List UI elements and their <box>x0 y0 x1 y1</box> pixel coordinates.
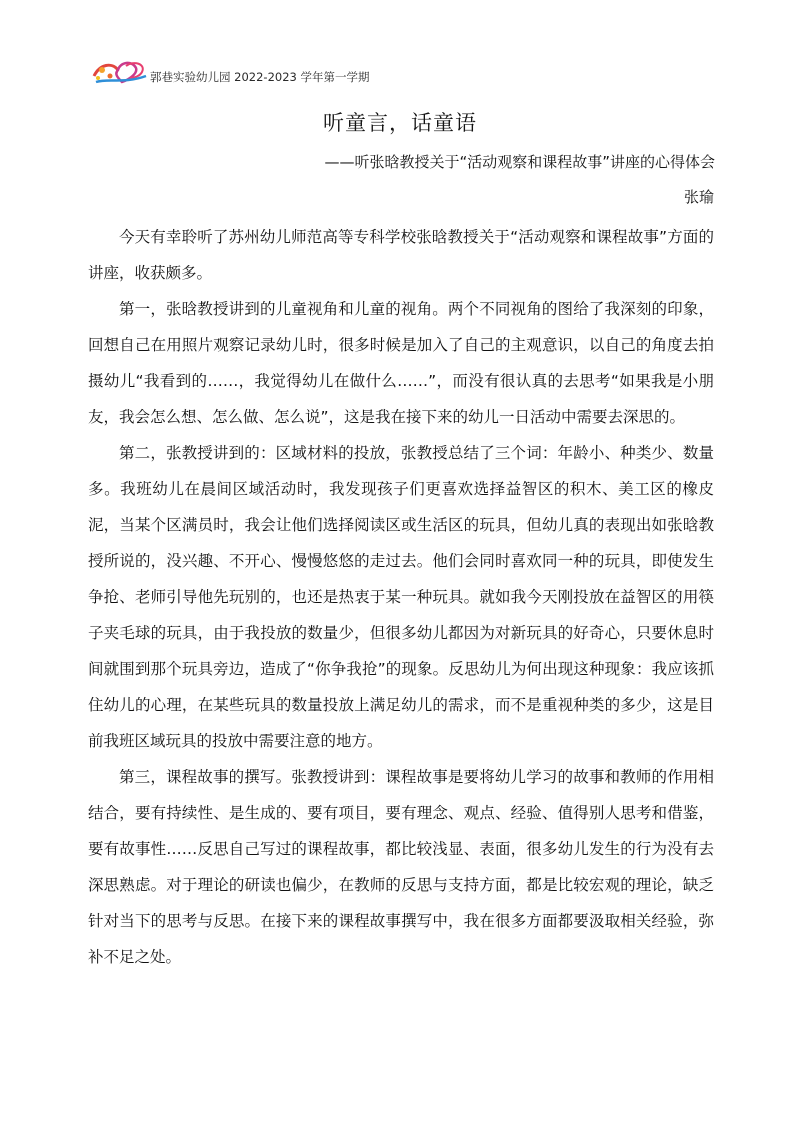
header-text: 郭巷实验幼儿园 2022-2023 学年第一学期 <box>150 70 370 84</box>
paragraph-first: 第一，张晗教授讲到的儿童视角和儿童的视角。两个不同视角的图给了我深刻的印象，回想自己在用照片观察记录幼儿时，很多时候是加入了自己的主观意识，以自己的角度去拍摄幼儿“我看到的……，我觉得幼儿在做什么……”，而没有很认真的去思考“如果我是小朋友，我会怎么想、怎么做、怎么说”，这是我在接下来的幼儿一日活动中需要去深思的。 <box>88 300 714 426</box>
kindergarten-logo <box>90 56 150 86</box>
page-header <box>90 56 710 90</box>
document-author: 张瑜 <box>683 188 714 206</box>
paragraph-third: 第三，课程故事的撰写。张教授讲到：课程故事是要将幼儿学习的故事和教师的作用相结合，要有持续性、是生成的、要有项目，要有理念、观点、经验、值得别人思考和借鉴，要有故事性……反思自己写过的课程故事，都比较浅显、表面，很多幼儿发生的行为没有去深思熟虑。对于理论的研读也偏少，在教师的反思与支持方面，都是比较宏观的理论，缺乏针对当下的思考与反思。在接下来的课程故事撰写中，我在很多方面都要汲取相关经验，弥补不足之处。 <box>88 768 714 966</box>
document-subtitle: ——听张晗教授关于“活动观察和课程故事”讲座的心得体会 <box>324 153 715 171</box>
document-title: 听童言，话童语 <box>323 111 477 135</box>
document-body <box>88 219 714 975</box>
paragraph-second: 第二，张教授讲到的：区域材料的投放，张教授总结了三个词：年龄小、种类少、数量多。我班幼儿在晨间区域活动时，我发现孩子们更喜欢选择益智区的积木、美工区的橡皮泥，当某个区满员时，我会让他们选择阅读区或生活区的玩具，但幼儿真的表现出如张晗教授所说的，没兴趣、不开心、慢慢悠悠的走过去。他们会同时喜欢同一种的玩具，即使发生争抢、老师引导他先玩别的，也还是热衷于某一种玩具。就如我今天刚投放在益智区的用筷子夹毛球的玩具，由于我投放的数量少，但很多幼儿都因为对新玩具的好奇心，只要休息时间就围到那个玩具旁边，造成了“你争我抢”的现象。反思幼儿为何出现这种现象：我应该抓住幼儿的心理，在某些玩具的数量投放上满足幼儿的需求，而不是重视种类的多少，这是目前我班区域玩具的投放中需要注意的地方。 <box>88 444 714 750</box>
paragraph-intro: 今天有幸聆听了苏州幼儿师范高等专科学校张晗教授关于“活动观察和课程故事”方面的讲座，收获颇多。 <box>88 228 714 282</box>
